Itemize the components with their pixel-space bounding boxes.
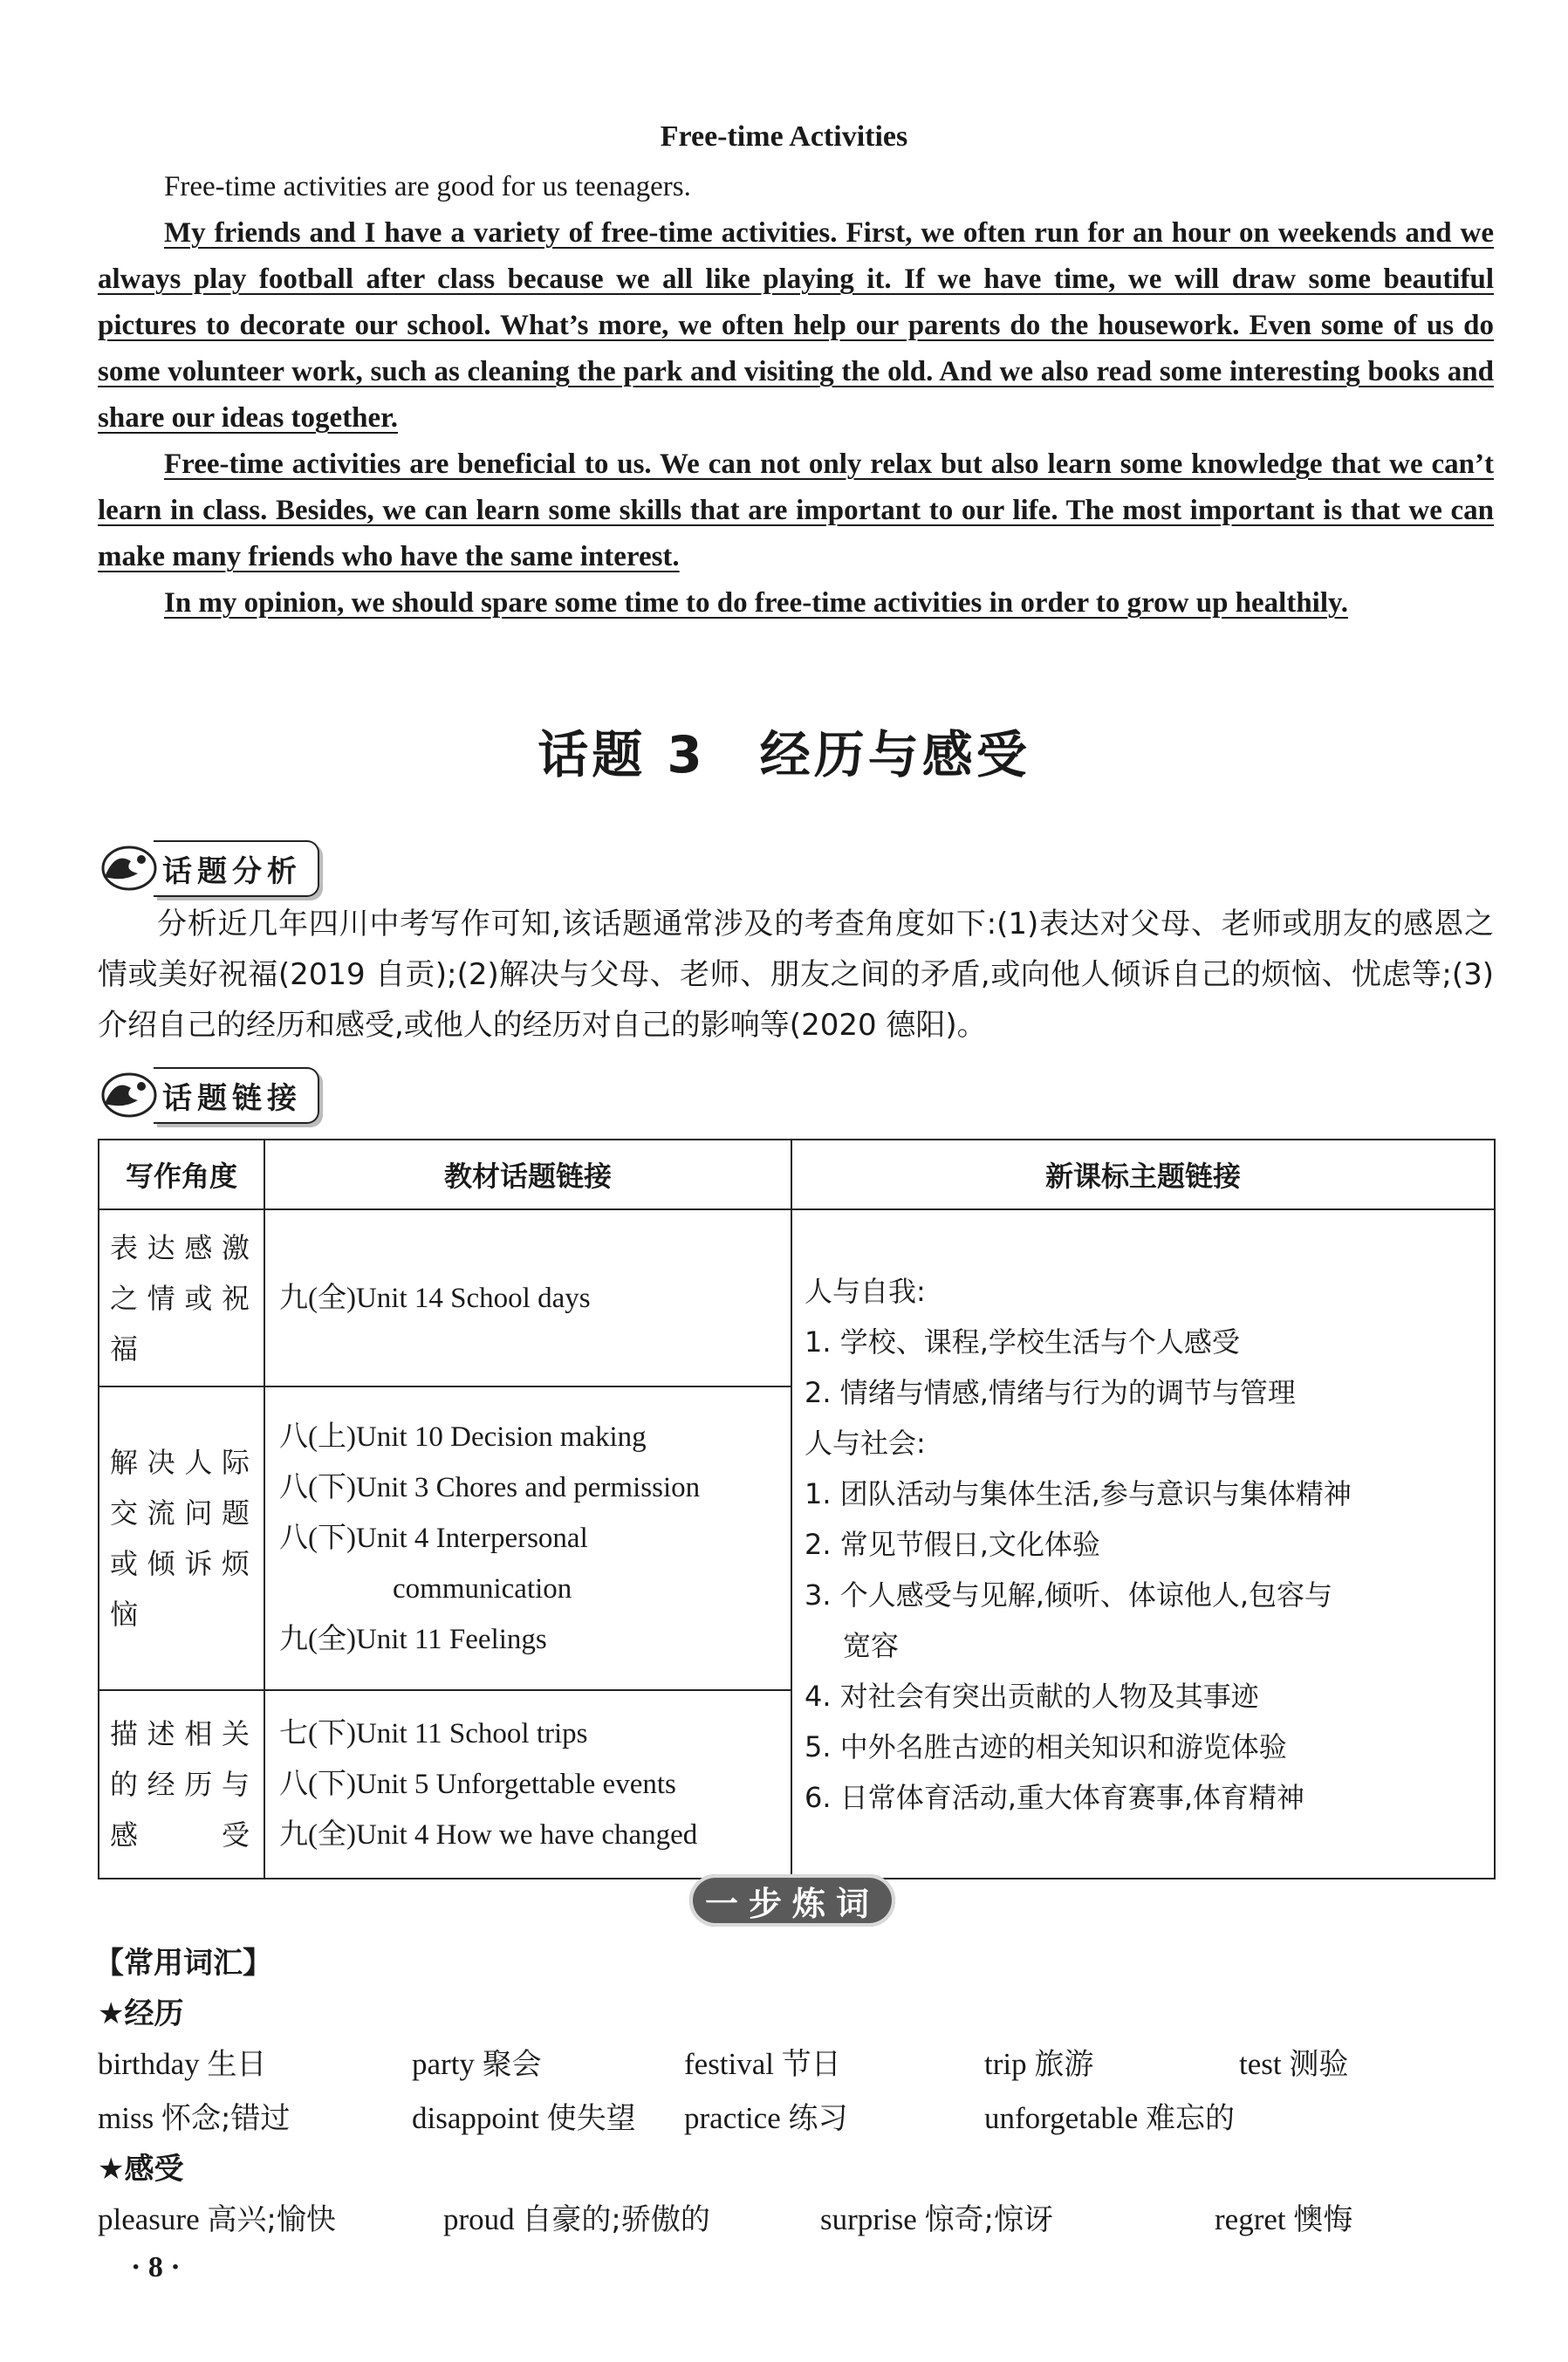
essay-title: Free-time Activities (660, 120, 908, 153)
vocab-word (98, 2040, 266, 2083)
textbook-unit: communication (393, 1573, 572, 1605)
word-en: birthday (98, 2047, 200, 2081)
table-header-row (99, 1140, 1495, 1209)
standard-line: 宽容 (843, 1628, 900, 1662)
textbook-unit: 七(下)Unit 11 School trips (279, 1718, 588, 1749)
textbook-unit: 八(下)Unit 5 Unforgettable events (279, 1769, 676, 1800)
vocab-word (412, 2094, 636, 2137)
standard-line: 人与自我: (805, 1274, 926, 1308)
vocab-word (412, 2040, 542, 2083)
category-feeling (98, 2145, 183, 2187)
header-angle: 写作角度 (99, 1140, 264, 1209)
category-label: 经历 (124, 1996, 184, 2031)
vocab-word (820, 2195, 1053, 2238)
word-en: disappoint (412, 2101, 539, 2135)
standard-line: 5. 中外名胜古迹的相关知识和游览体验 (805, 1729, 1287, 1763)
word-zh: 生日 (207, 2047, 267, 2082)
word-zh: 使失望 (546, 2101, 636, 2136)
word-en: unforgetable (984, 2101, 1139, 2135)
textbook-cell (264, 1209, 791, 1386)
header-standard: 新课标主题链接 (791, 1140, 1495, 1209)
word-en: miss (98, 2101, 154, 2135)
analysis-text-block (98, 899, 1494, 1051)
word-en: practice (684, 2101, 781, 2135)
textbook-unit: 九(全)Unit 14 School days (279, 1282, 591, 1314)
vocab-heading: 【常用词汇】 (94, 1946, 272, 1981)
analysis-text: 分析近几年四川中考写作可知,该话题通常涉及的考查角度如下:(1)表达对父母、老师或朋友的感恩之情或美好祝福(2019 自贡);(2)解决与父母、老师、朋友之间的矛盾,或向他人倾诉自己的烦恼、忧虑等;(3)介绍自己的经历和感受,或他人的经历对自己的影响等(2020 德阳)。 (98, 907, 1494, 1043)
vocab-word (1215, 2195, 1352, 2238)
word-zh: 难忘的 (1145, 2101, 1235, 2136)
word-zh: 怀念;错过 (161, 2101, 291, 2136)
vocab-word (984, 2040, 1093, 2083)
textbook-unit: 九(全)Unit 4 How we have changed (279, 1819, 698, 1851)
angle-cell: 解决人际交流问题或倾诉烦恼 (99, 1386, 264, 1690)
vocab-word (98, 2195, 336, 2238)
standard-line: 1. 团队活动与集体生活,参与意识与集体精神 (805, 1476, 1352, 1510)
essay-paragraph-text: In my opinion, we should spare some time to do free-time activities in order to grow up healthily. (164, 587, 1348, 619)
angle-cell: 表达感激之情或祝福 (99, 1209, 264, 1386)
textbook-cell (264, 1690, 791, 1879)
vocab-word (1239, 2040, 1348, 2083)
standard-line: 2. 常见节假日,文化体验 (805, 1527, 1100, 1561)
textbook-unit: 八(上)Unit 10 Decision making (279, 1421, 647, 1453)
essay-intro: Free-time activities are good for us teenagers. (164, 171, 691, 202)
star-icon: ★ (98, 1996, 125, 2031)
essay-paragraph (98, 580, 1494, 626)
brush-emblem-icon (98, 1069, 159, 1121)
vocab-word (98, 2094, 290, 2137)
links-label (98, 1066, 319, 1124)
word-en: festival (684, 2047, 775, 2081)
vocab-word (684, 2040, 841, 2083)
vocab-word (984, 2094, 1235, 2137)
essay-paragraph (98, 442, 1494, 580)
word-en: pleasure (98, 2202, 200, 2236)
topic-links-table (98, 1139, 1496, 1879)
standard-line: 4. 对社会有突出贡献的人物及其事迹 (805, 1679, 1259, 1713)
word-zh: 惊奇;惊讶 (924, 2202, 1054, 2237)
textbook-cell (264, 1386, 791, 1690)
vocab-banner: 一步炼词 (689, 1874, 895, 1927)
table-row (99, 1209, 1495, 1386)
header-textbook: 教材话题链接 (264, 1140, 791, 1209)
analysis-label (98, 839, 319, 897)
standard-line: 2. 情绪与情感,情绪与行为的调节与管理 (805, 1375, 1296, 1409)
word-zh: 测验 (1289, 2047, 1349, 2082)
word-en: trip (984, 2047, 1027, 2081)
essay-body (98, 164, 1494, 626)
word-en: party (412, 2047, 475, 2081)
standard-line: 1. 学校、课程,学校生活与个人感受 (805, 1325, 1240, 1359)
standard-line: 6. 日常体育活动,重大体育赛事,体育精神 (805, 1780, 1305, 1814)
essay-paragraph-text: My friends and I have a variety of free-time activities. First, we often run for an hour on weekends and we always play football after class because we all like playing it. If we have time, we will draw some beautiful pictures to decorate our school. What’s more, we often help our parents do the housework. Even some of us do some volunteer work, such as cleaning the park and visiting the old. And we also read some interesting books and share our ideas together. (98, 217, 1494, 434)
word-zh: 自豪的;骄傲的 (522, 2202, 710, 2237)
links-label-text: 话题链接 (154, 1067, 319, 1124)
vocab-word (684, 2094, 848, 2137)
essay-paragraph-text: Free-time activities are beneficial to us. We can not only relax but also learn some knowledge that we can’t learn in class. Besides, we can learn some skills that are important to our life. The most important is that we can make many friends who have the same interest. (98, 448, 1494, 572)
word-zh: 练习 (788, 2101, 848, 2136)
word-zh: 懊悔 (1293, 2202, 1353, 2237)
textbook-unit: 八(下)Unit 3 Chores and permission (279, 1472, 701, 1503)
angle-cell: 描述相关的经历与感受 (99, 1690, 264, 1879)
star-icon: ★ (98, 2152, 125, 2187)
word-zh: 节日 (781, 2047, 841, 2082)
standard-line: 3. 个人感受与见解,倾听、体谅他人,包容与 (805, 1578, 1333, 1612)
topic-heading: 话题 3 经历与感受 (538, 725, 1030, 784)
word-en: test (1239, 2047, 1282, 2081)
page-number: · 8 · (131, 2251, 181, 2283)
textbook-unit: 八(下)Unit 4 Interpersonal (279, 1523, 588, 1554)
standards-cell (791, 1209, 1495, 1879)
word-zh: 高兴;愉快 (207, 2202, 336, 2237)
analysis-label-text: 话题分析 (154, 840, 319, 897)
word-en: regret (1215, 2202, 1286, 2236)
vocab-word (443, 2195, 710, 2238)
word-en: proud (443, 2202, 515, 2236)
category-label: 感受 (124, 2152, 184, 2187)
word-en: surprise (820, 2202, 917, 2236)
word-zh: 旅游 (1034, 2047, 1094, 2082)
word-zh: 聚会 (482, 2047, 542, 2082)
essay-paragraph (98, 210, 1494, 442)
textbook-unit: 九(全)Unit 11 Feelings (279, 1624, 547, 1655)
brush-emblem-icon (98, 842, 159, 894)
standard-line: 人与社会: (805, 1426, 926, 1460)
category-experience (98, 1989, 183, 2032)
